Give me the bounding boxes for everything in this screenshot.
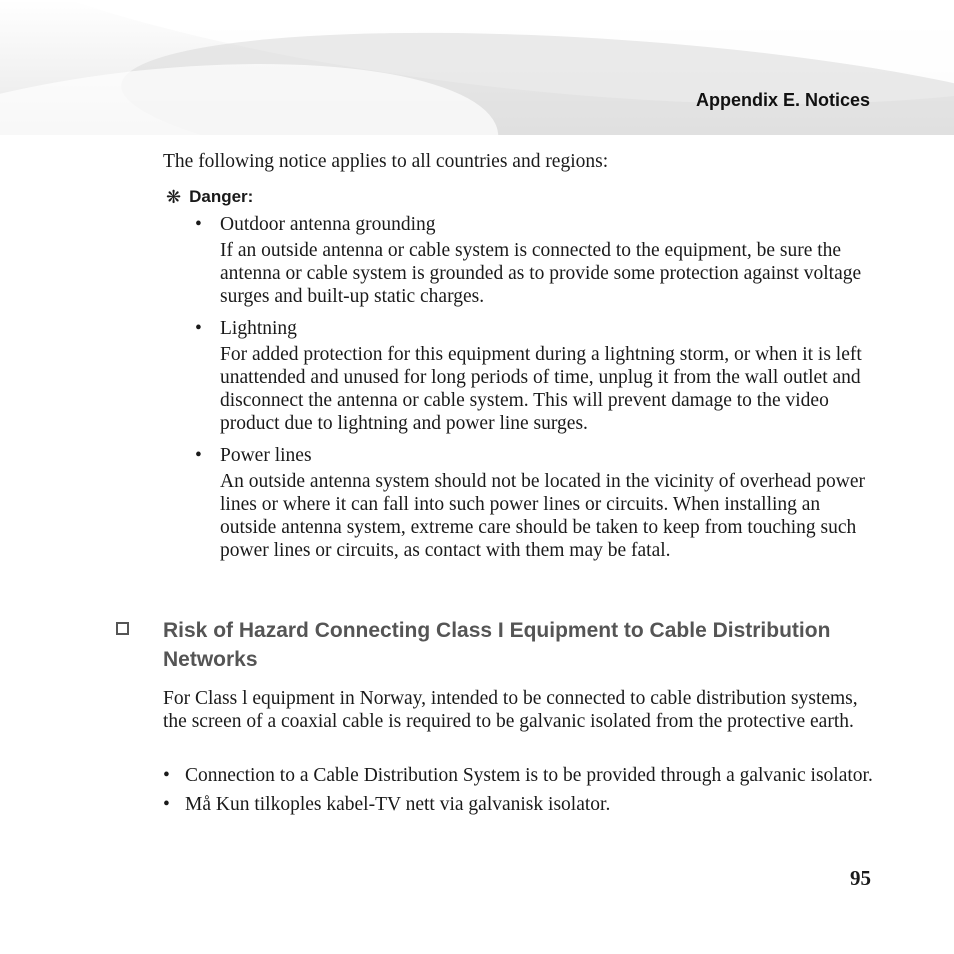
notice-title: Power lines <box>220 445 312 466</box>
danger-heading <box>166 187 253 207</box>
danger-asterisk-icon: ❋ <box>166 187 182 207</box>
list-item <box>195 317 875 435</box>
bullet-icon: • <box>195 445 202 466</box>
list-item <box>163 764 883 787</box>
section-title: Risk of Hazard Connecting Class I Equipment to Cable Distribution Networks <box>163 619 831 671</box>
notice-text: An outside antenna system should not be located in the vicinity of overhead power lines or where it can fall into such power lines or circuits. When installing an outside antenna system, extreme care should be taken to keep from touching such power lines or circuits, as contact with them may be fatal. <box>220 471 865 561</box>
danger-notice-list <box>195 213 875 562</box>
notice-text: If an outside antenna or cable system is connected to the equipment, be sure the antenna or cable system is grounded as to provide some protection against voltage surges and built-up static charges. <box>220 240 862 307</box>
list-item <box>163 793 883 816</box>
square-bullet-icon <box>116 622 129 635</box>
danger-label: Danger: <box>189 187 254 206</box>
list-item <box>195 213 875 308</box>
bullet-icon: • <box>163 794 170 815</box>
list-item <box>195 444 875 562</box>
notice-text: For added protection for this equipment during a lightning storm, or when it is left unattended and unused for long periods of time, unplug it from the wall outlet and disconnect the antenna or cable system. This will prevent damage to the video product due to lightning and power line surges. <box>220 344 862 434</box>
page-number: 95 <box>850 866 871 890</box>
section-paragraph: For Class l equipment in Norway, intended to be connected to cable distribution systems, the screen of a coaxial cable is required to be galvanic isolated from the protective earth. <box>163 688 858 732</box>
section-bullet-list <box>163 764 883 816</box>
bullet-icon: • <box>195 318 202 339</box>
running-header: Appendix E. Notices <box>695 90 870 110</box>
notice-title: Lightning <box>220 318 297 339</box>
bullet-icon: • <box>195 214 202 235</box>
bullet-text: Må Kun tilkoples kabel-TV nett via galvanisk isolator. <box>185 794 611 815</box>
intro-text: The following notice applies to all countries and regions: <box>163 151 609 172</box>
bullet-icon: • <box>163 765 170 786</box>
bullet-text: Connection to a Cable Distribution System is to be provided through a galvanic isolator. <box>185 765 873 786</box>
header-decoration <box>0 0 954 135</box>
notice-title: Outdoor antenna grounding <box>220 214 436 235</box>
